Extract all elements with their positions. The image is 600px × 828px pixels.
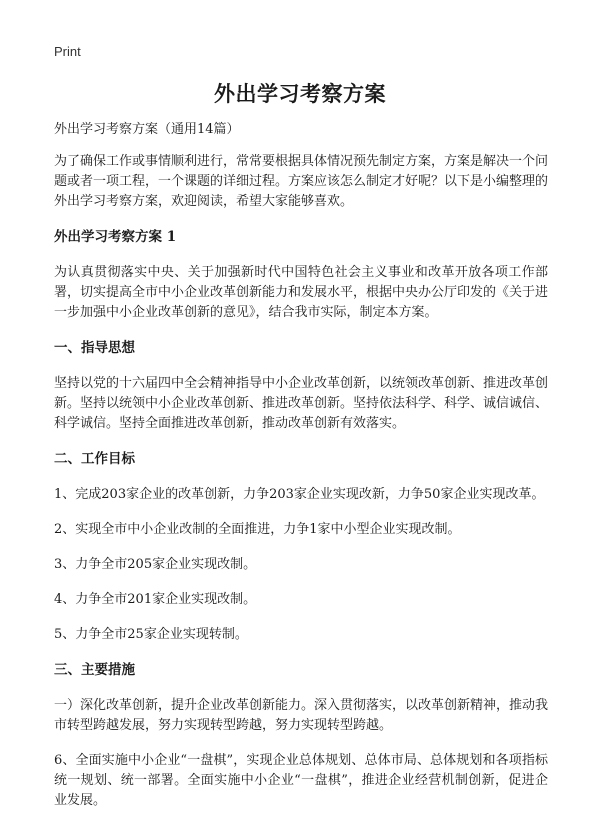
section-heading-work-goals: 二、工作目标 (54, 451, 135, 467)
measures-paragraph: 一）深化改革创新，提升企业改革创新能力。深入贯彻落实，以改革创新精神，推动我市转型跨越发展，努力实现转型跨越，努力实现转型跨越。 (54, 698, 549, 733)
goal-item: 4、力争全市201家企业实现改制。 (54, 592, 257, 607)
intro-paragraph: 为了确保工作或事情顺利进行，常常要根据具体情况预先制定方案，方案是解决一个问题或者一项工程，一个课题的详细过程。方案应该怎么制定才好呢？以下是小编整理的外出学习考察方案，欢迎阅读，希望大家能够喜欢。 (54, 154, 549, 209)
document-body (54, 120, 548, 826)
goal-item: 3、力争全市205家企业实现改制。 (54, 557, 257, 572)
goal-item: 5、力争全市25家企业实现转制。 (54, 627, 248, 642)
document-subtitle: 外出学习考察方案（通用14篇） (54, 122, 240, 137)
print-link[interactable]: Print (54, 44, 81, 59)
section-heading-main-measures: 三、主要措施 (54, 662, 135, 678)
article-paragraph: 为认真贯彻落实中央、关于加强新时代中国特色社会主义事业和改革开放各项工作部署，切实提高全市中小企业改革创新能力和发展水平，根据中央办公厅印发的《关于进一步加强中小企业改革创新的意见》，结合我市实际，制定本方案。 (54, 265, 549, 320)
goal-item: 2、实现全市中小企业改制的全面推进，力争1家中小型企业实现改制。 (54, 522, 461, 537)
goal-item: 1、完成203家企业的改革创新，力争203家企业实现改新，力争50家企业实现改革。 (54, 487, 545, 502)
section-heading-guiding-thought: 一、指导思想 (54, 340, 135, 356)
article-heading: 外出学习考察方案 1 (54, 229, 177, 245)
page-title: 外出学习考察方案 (214, 81, 386, 106)
guiding-thought-paragraph: 坚持以党的十六届四中全会精神指导中小企业改革创新，以统领改革创新、推进改革创新。坚持以统领中小企业改革创新、推进改革创新。坚持依法科学、科学、诚信诚信、科学诚信。坚持全面推进改革创新，推动改革创新有效落实。 (54, 376, 549, 431)
measures-paragraph: 6、全面实施中小企业“一盘棋”，实现企业总体规划、总体市局、总体规划和各项指标统一规划、统一部署。全面实施中小企业“一盘棋”，推进企业经营机制创新，促进企业发展。 (54, 753, 548, 808)
